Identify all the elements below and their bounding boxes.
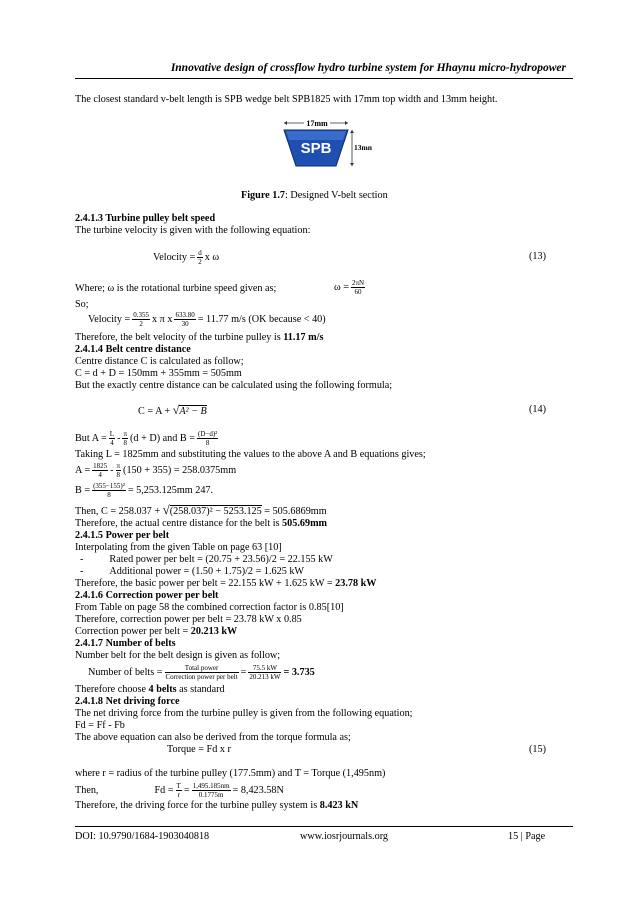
text-2418-3: The above equation can also be derived from the torque formula as; (75, 732, 351, 743)
b-calc: B = $\frac{\text{(355−155)²}}{8}$ = 5,253.125mm 247. (75, 482, 214, 499)
heading-2416: 2.4.1.6 Correction power per belt (75, 590, 219, 601)
text-2414-conclusion: Therefore, the actual centre distance for the belt is 505.69mm (75, 518, 328, 529)
velocity-calc: Velocity = $\frac{0.355}{2}$ x π x $\frac{633.80}{30}$ = 11.77 m/s (OK because < 40) (88, 311, 326, 328)
text-2418-where: where r = radius of the turbine pulley (177.5mm) and T = Torque (1,495nm) (75, 768, 386, 779)
heading-2417: 2.4.1.7 Number of belts (75, 638, 176, 649)
eq-number-13: (13) (529, 251, 546, 262)
omega-equation: ω = $\frac{2\pi N}{60}$ (334, 279, 365, 296)
footer-doi: DOI: 10.9790/1684-1903040818 (75, 831, 210, 842)
equation-14: C = A + √A² − B (138, 403, 207, 417)
text-2414-taking: Taking L = 1825mm and substituting the values to the above A and B equations gives; (75, 449, 426, 460)
figure-caption-label: Figure 1.7 (241, 190, 285, 201)
text-2415-conclusion: Therefore, the basic power per belt = 22.155 kW + 1.625 kW = 23.78 kW (75, 578, 377, 589)
figure-caption-text: : Designed V-belt section (284, 190, 388, 201)
footer-rule (75, 826, 573, 827)
a-calc: A = $\frac{1825}{4}$ - $\frac{\pi}{8}$ (150 + 355) = 258.0375mm (75, 462, 237, 479)
text-2417-choose: Therefore choose 4 belts as standard (75, 684, 225, 695)
text-2414-1: Centre distance C is calculated as follow; (75, 356, 244, 367)
torque-equation: Torque = Fd x r (167, 744, 231, 755)
text-2418-1: The net driving force from the turbine pulley is given from the following equation; (75, 708, 413, 719)
heading-2418: 2.4.1.8 Net driving force (75, 696, 180, 707)
eq-number-14: (14) (529, 404, 546, 415)
footer-page: 15 | Page (508, 831, 546, 842)
text-2418-conclusion: Therefore, the driving force for the turbine pulley system is 8.423 kN (75, 800, 359, 811)
equation-13: Velocity = $\frac{d}{2}$ x ω (153, 249, 220, 266)
bullet-1: - Rated power per belt = (20.75 + 23.56)/2 = 22.155 kW (80, 554, 333, 565)
height-label: 13mm (354, 143, 372, 152)
v-belt-section-drawing (276, 116, 372, 174)
eq-number-15: (15) (529, 744, 546, 755)
text-2414-2: C = d + D = 150mm + 355mm = 505mm (75, 368, 242, 379)
text-2417-1: Number belt for the belt design is given as follow; (75, 650, 281, 661)
v-belt-figure (276, 116, 372, 174)
heading-2415: 2.4.1.5 Power per belt (75, 530, 170, 541)
heading-2413: 2.4.1.3 Turbine pulley belt speed (75, 213, 216, 224)
header-rule (75, 78, 573, 79)
running-title: Innovative design of crossflow hydro turbine system for Hhaynu micro-hydropower (170, 62, 566, 74)
heading-2414: 2.4.1.4 Belt centre distance (75, 344, 191, 355)
footer-site: www.iosrjournals.org (300, 831, 389, 842)
bullet-2: - Additional power = (1.50 + 1.75)/2 = 1.625 kW (80, 566, 305, 577)
text-2413-so: So; (75, 299, 89, 310)
text-2415-1: Interpolating from the given Table on page 63 [10] (75, 542, 282, 553)
text-2413-conclusion: Therefore, the belt velocity of the turbine pulley is 11.17 m/s (75, 332, 324, 343)
text-2416-3: Correction power per belt = 20.213 kW (75, 626, 238, 637)
belts-equation: Number of belts = $\frac{\text{Total power}}{\text{Correction power per belt}}$ = $\frac{75.5 kW}{20.213 kW}$ = 3.735 (88, 664, 315, 681)
top-width-label: 17mm (306, 119, 328, 128)
c-calc: Then, C = 258.037 + √(258.037)² − 5253.125 = 505.6869mm (75, 502, 327, 517)
a-b-definitions: But A = $\frac{L}{4}$ - $\frac{\pi}{8}$ (d + D) and B = $\frac{\text{(D−d)²}}{8}$ (75, 430, 218, 447)
figure-caption (241, 190, 388, 202)
text-2413-where: Where; ω is the rotational turbine speed given as; (75, 283, 277, 294)
force-calc: Then, Fd = $\frac{T}{r}$ = $\frac{1,495.185nm}{0.1775m}$ = 8,423.58N (75, 782, 284, 799)
text-2414-3: But the exactly centre distance can be calculated using the following formula; (75, 380, 393, 391)
belt-text: SPB (300, 140, 332, 157)
text-2413-1: The turbine velocity is given with the following equation: (75, 225, 311, 236)
text-2416-1: From Table on page 58 the combined correction factor is 0.85[10] (75, 602, 344, 613)
intro-text: The closest standard v-belt length is SPB wedge belt SPB1825 with 17mm top width and 13mm height. (75, 94, 498, 105)
text-2418-2: Fd = Ff - Fb (75, 720, 125, 731)
text-2416-2: Therefore, correction power per belt = 23.78 kW x 0.85 (75, 614, 302, 625)
